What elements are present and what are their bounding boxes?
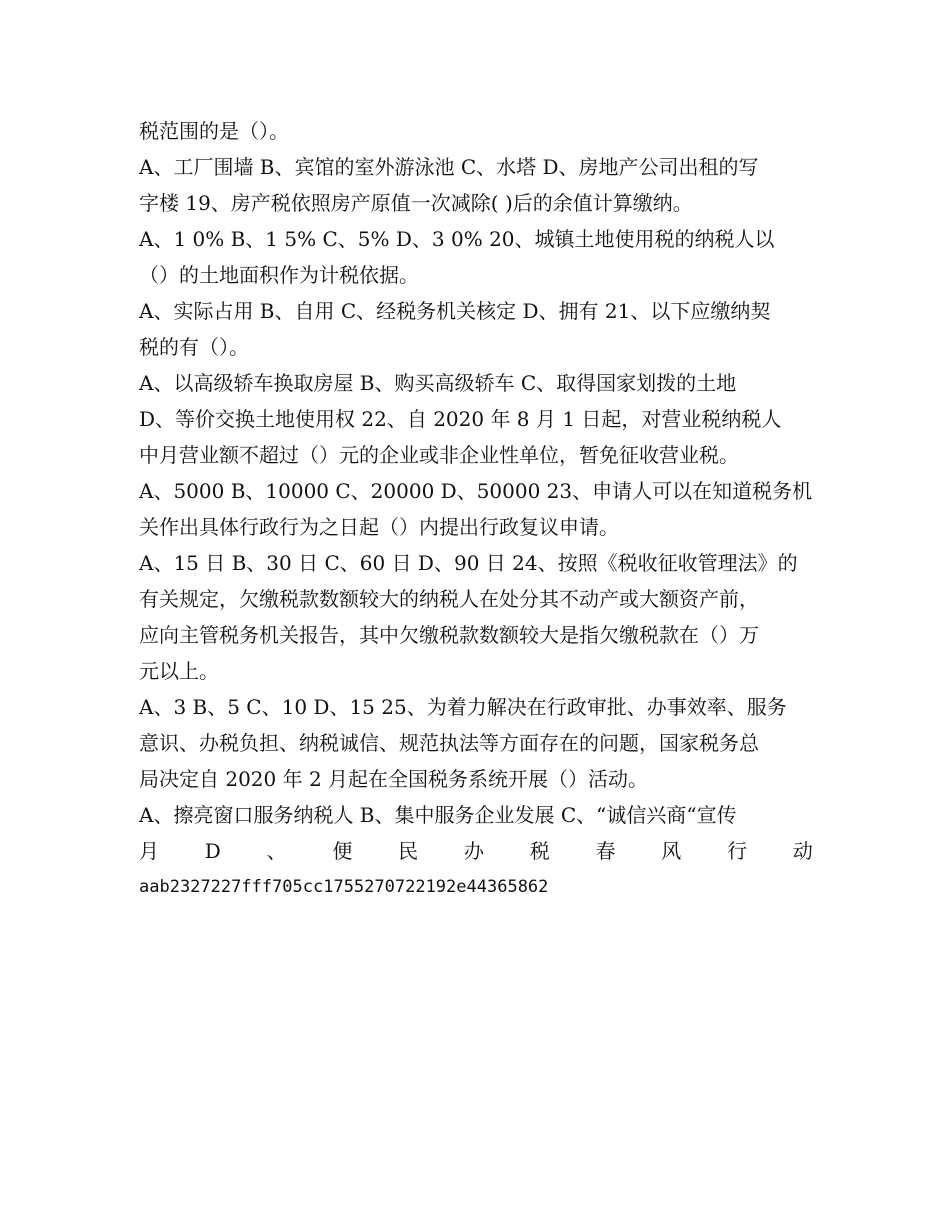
spread-token: 行 <box>727 839 748 863</box>
spread-token: 便 <box>332 839 353 863</box>
text-line: 中月营业额不超过（）元的企业或非企业性单位，暂免征收营业税。 <box>139 443 739 467</box>
text-line: A、3 B、5 C、10 D、15 25、为着力解决在行政审批、办事效率、服务 <box>139 695 787 719</box>
spread-token: 税 <box>529 839 550 863</box>
spread-token: 民 <box>398 839 419 863</box>
text-line: A、实际占用 B、自用 C、经税务机关核定 D、拥有 21、以下应缴纳契 <box>139 299 771 323</box>
text-line: A、擦亮窗口服务纳税人 B、集中服务企业发展 C、“诚信兴商“宣传 <box>139 803 737 827</box>
spread-token: 办 <box>463 839 484 863</box>
text-line: 关作出具体行政行为之日起（）内提出行政复议申请。 <box>139 515 619 539</box>
spread-token: 动 <box>792 839 813 863</box>
text-line: 应向主管税务机关报告，其中欠缴税款数额较大是指欠缴税款在（）万 <box>139 623 759 647</box>
text-line: A、以高级轿车换取房屋 B、购买高级轿车 C、取得国家划拨的土地 <box>139 371 737 395</box>
spread-token: 风 <box>661 839 682 863</box>
text-line: 税的有（）。 <box>139 335 249 359</box>
text-line: A、工厂围墙 B、宾馆的室外游泳池 C、水塔 D、房地产公司出租的写 <box>139 155 759 179</box>
spread-token: D <box>204 839 221 863</box>
text-line: 意识、办税负担、纳税诚信、规范执法等方面存在的问题，国家税务总 <box>139 731 759 755</box>
text-line: D、等价交换土地使用权 22、自 2020 年 8 月 1 日起，对营业税纳税人 <box>139 407 782 431</box>
document-body <box>139 113 813 905</box>
text-line: A、1 0% B、1 5% C、5% D、3 0% 20、城镇土地使用税的纳税人以 <box>139 227 775 251</box>
text-line: （）的土地面积作为计税依据。 <box>139 263 419 287</box>
spread-token: 、 <box>266 839 287 863</box>
text-line: A、15 日 B、30 日 C、60 日 D、90 日 24、按照《税收征收管理法》的 <box>139 551 798 575</box>
text-line: 有关规定，欠缴税款数额较大的纳税人在处分其不动产或大额资产前， <box>139 587 759 611</box>
spread-text-line <box>139 833 813 869</box>
text-line: 税范围的是（）。 <box>139 119 289 143</box>
text-line: 元以上。 <box>139 659 219 683</box>
spread-token: 月 <box>139 839 159 863</box>
spread-token: 春 <box>595 839 616 863</box>
text-line: 局决定自 2020 年 2 月起在全国税务系统开展（）活动。 <box>139 767 649 791</box>
text-line: A、5000 B、10000 C、20000 D、50000 23、申请人可以在知道税务机 <box>139 479 813 503</box>
text-line: 字楼 19、房产税依照房产原值一次减除( )后的余值计算缴纳。 <box>139 191 693 215</box>
hash-line: aab2327227fff705cc1755270722192e44365862 <box>139 877 549 897</box>
